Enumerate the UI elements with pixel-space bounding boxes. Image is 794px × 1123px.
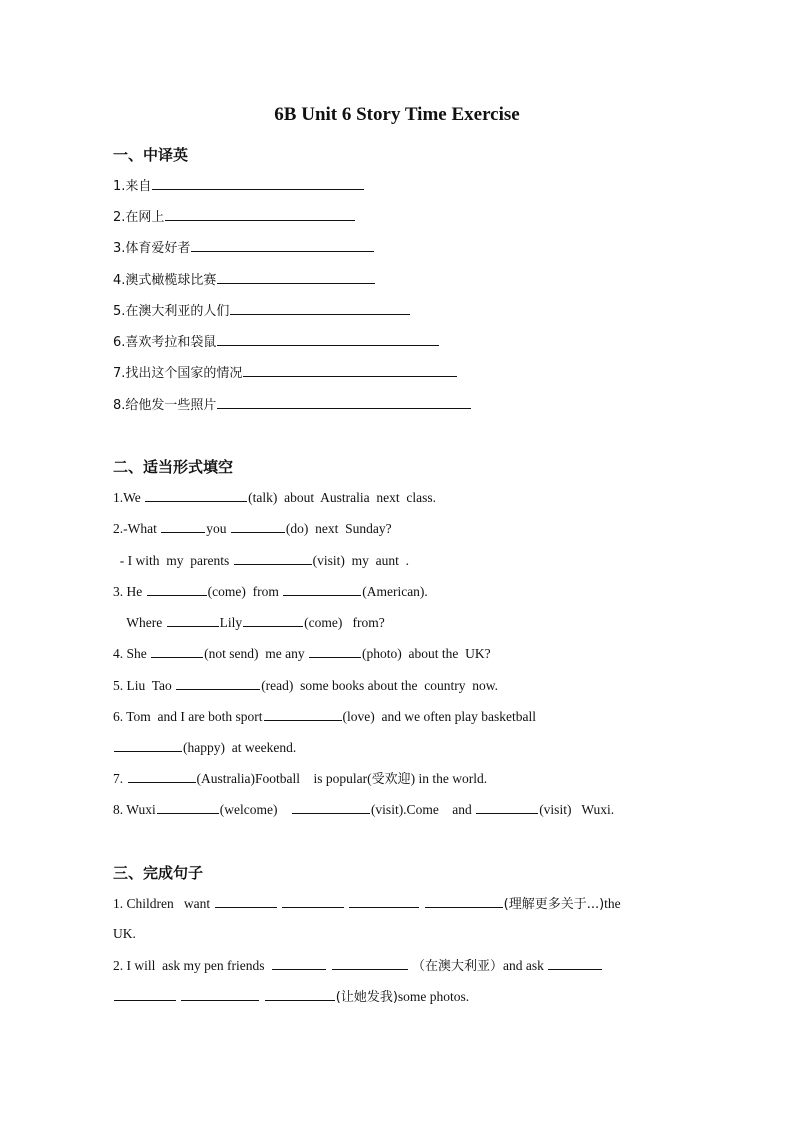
answer-blank[interactable] [217,332,439,346]
line-text: (come) from? [304,615,385,630]
line-text: (visit).Come and [370,802,476,817]
answer-blank[interactable] [332,956,408,970]
answer-blank[interactable] [217,395,471,409]
answer-blank[interactable] [243,363,457,377]
line-text: (not send) me any [204,646,308,661]
answer-blank[interactable] [309,644,361,658]
answer-blank[interactable] [167,613,219,627]
answer-blank[interactable] [217,270,375,284]
line-text: 1.We [113,490,145,505]
translation-item-6 [113,332,440,352]
line-text: 4. She [113,646,151,661]
answer-blank[interactable] [243,613,303,627]
complete-sentence-line-4 [113,987,469,1007]
answer-blank[interactable] [157,800,219,814]
line-text: 7. [113,771,127,786]
line-text: Lily [219,615,243,630]
translation-item-7 [113,363,458,383]
line-text: (happy) at weekend. [183,740,297,755]
answer-blank[interactable] [548,956,602,970]
answer-blank[interactable] [265,987,335,1001]
line-text: (come) from [207,584,283,599]
fill-blank-line-5 [113,613,385,632]
item-text: 5.在澳大利亚的人们 [113,304,230,319]
translation-item-4 [113,270,376,290]
line-text: (do) next Sunday? [285,521,392,536]
section-1-heading: 一、中译英 [113,146,189,164]
answer-blank[interactable] [128,769,196,783]
answer-blank[interactable] [145,488,247,502]
fill-blank-line-8 [113,707,536,726]
fill-blank-line-2 [113,519,392,538]
fill-blank-line-9 [113,738,296,757]
complete-sentence-line-1 [113,894,621,914]
line-text: (read) some books about the country now. [261,678,499,693]
answer-blank[interactable] [282,894,344,908]
answer-blank[interactable] [230,301,410,315]
answer-blank[interactable] [114,738,182,752]
translation-item-3 [113,238,375,258]
line-text-chinese: （在澳大利亚） [411,959,503,974]
item-text: 4.澳式橄榄球比赛 [113,273,217,288]
line-text: 6. Tom and I are both sport [113,709,263,724]
answer-blank[interactable] [425,894,503,908]
line-text-chinese: (让她发我) [335,990,398,1005]
answer-blank[interactable] [215,894,277,908]
answer-blank[interactable] [161,519,205,533]
line-text-chinese: 受欢迎 [371,772,411,787]
item-text: 7.找出这个国家的情况 [113,366,243,381]
line-text: (photo) about the UK? [361,646,491,661]
line-text-chinese: (理解更多关于...) [503,897,605,912]
item-text: 1.来自 [113,179,152,194]
line-text: 3. He [113,584,146,599]
answer-blank[interactable] [165,207,355,221]
fill-blank-line-4 [113,582,428,601]
answer-blank[interactable] [272,956,326,970]
answer-blank[interactable] [349,894,419,908]
line-text: 8. Wuxi [113,802,156,817]
line-text: (visit) my aunt . [312,553,409,568]
fill-blank-line-7 [113,676,498,695]
section-3-heading: 三、完成句子 [113,864,204,882]
line-text: (visit) Wuxi. [539,802,615,817]
line-text: UK. [113,926,136,941]
answer-blank[interactable] [231,519,285,533]
complete-sentence-line-3 [113,956,603,976]
line-text: and ask [503,958,548,973]
item-text: 2.在网上 [113,210,165,225]
fill-blank-line-10 [113,769,487,789]
line-text: Where [113,615,166,630]
answer-blank[interactable] [147,582,207,596]
answer-blank[interactable] [181,987,259,1001]
answer-blank[interactable] [152,176,364,190]
translation-item-2 [113,207,356,227]
item-text: 6.喜欢考拉和袋鼠 [113,335,217,350]
line-text: 2.-What [113,521,161,536]
fill-blank-line-3 [113,551,409,570]
complete-sentence-line-2 [113,925,136,943]
section-2-heading: 二、适当形式填空 [113,458,234,476]
line-text: - I with my parents [113,553,233,568]
fill-blank-line-6 [113,644,491,663]
line-text: 1. Children want [113,896,214,911]
item-text: 3.体育爱好者 [113,241,191,256]
answer-blank[interactable] [151,644,203,658]
line-text: the [604,896,621,911]
line-text: ) in the world. [410,771,488,786]
answer-blank[interactable] [264,707,342,721]
line-text: (welcome) [219,802,291,817]
line-text: 2. I will ask my pen friends [113,958,272,973]
line-text: (American). [362,584,428,599]
translation-item-5 [113,301,411,321]
worksheet-title: 6B Unit 6 Story Time Exercise [274,104,520,125]
answer-blank[interactable] [234,551,312,565]
answer-blank[interactable] [114,987,176,1001]
answer-blank[interactable] [292,800,370,814]
line-text: (love) and we often play basketball [342,709,536,724]
answer-blank[interactable] [283,582,361,596]
line-text: (Australia)Football is popular( [196,771,372,786]
fill-blank-line-11 [113,800,614,819]
translation-item-1 [113,176,365,196]
answer-blank[interactable] [176,676,260,690]
line-text: you [206,521,230,536]
fill-blank-line-1 [113,488,436,507]
translation-item-8 [113,395,472,415]
line-text: some photos. [397,989,470,1004]
line-text: (talk) about Australia next class. [248,490,436,505]
answer-blank[interactable] [191,238,374,252]
answer-blank[interactable] [476,800,538,814]
item-text: 8.给他发一些照片 [113,398,217,413]
line-text: 5. Liu Tao [113,678,176,693]
